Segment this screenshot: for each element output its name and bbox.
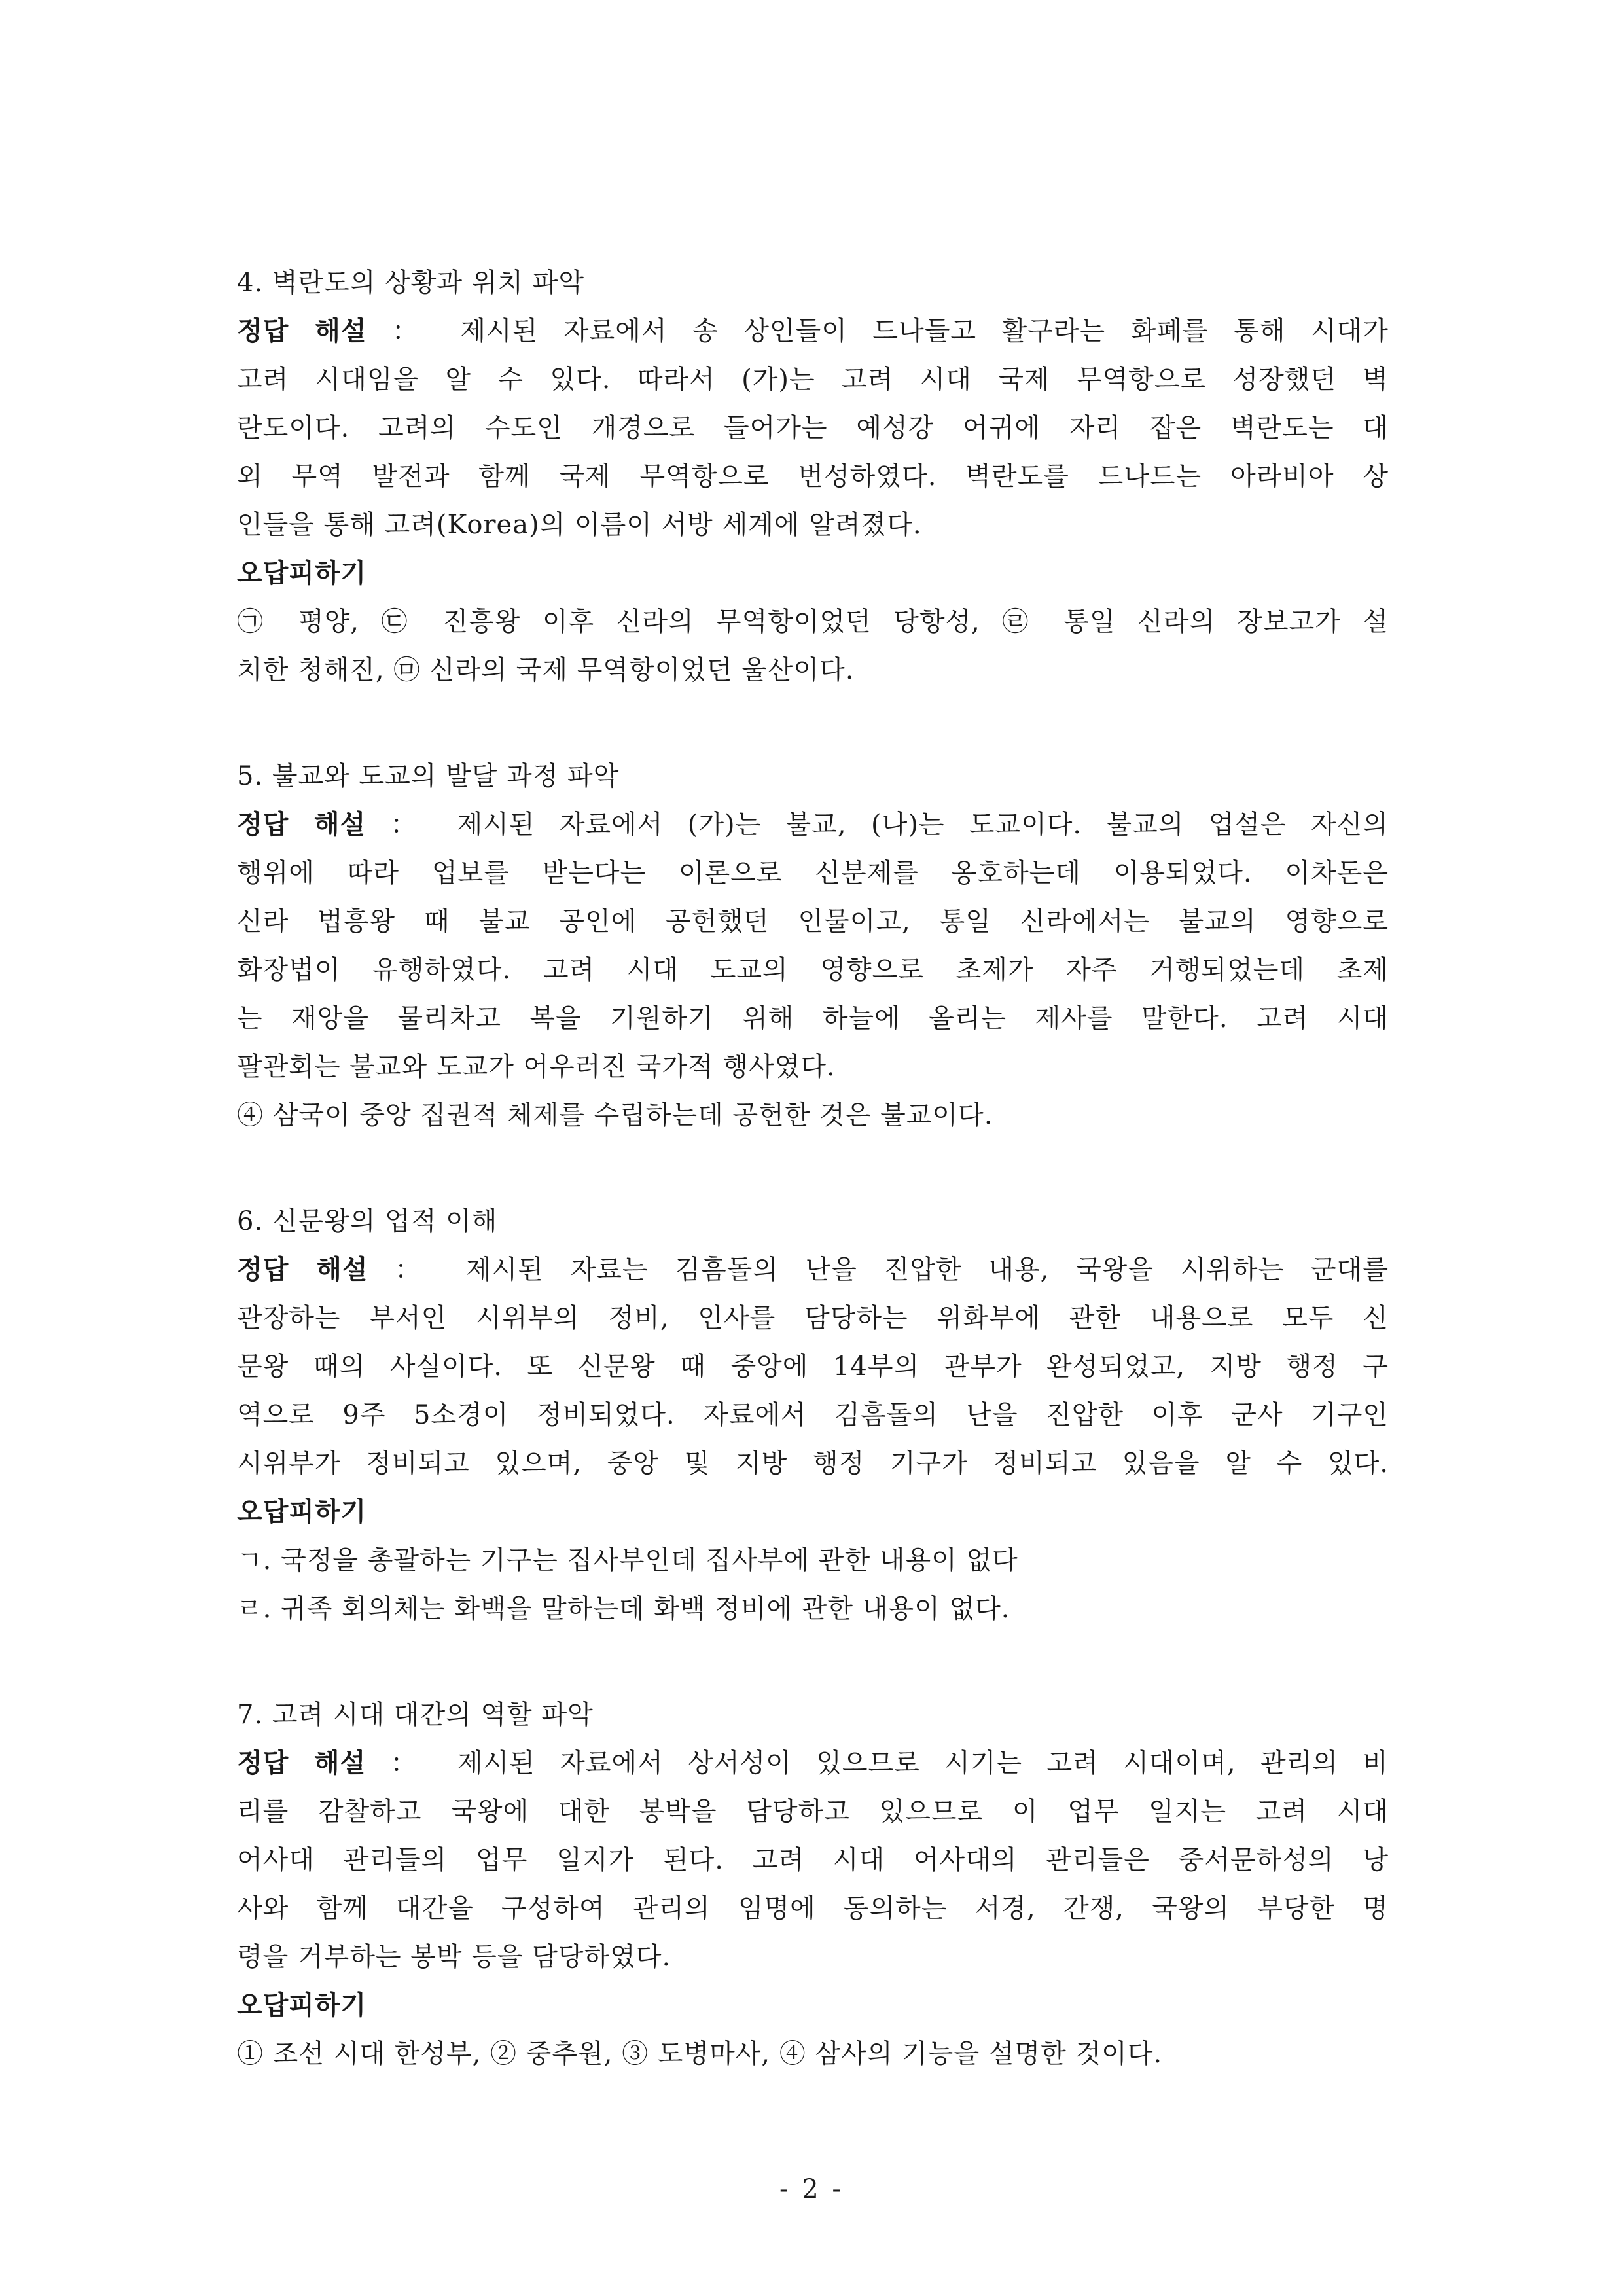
- wrong-answer-heading: 오답피하기: [237, 1990, 367, 2020]
- answer-line: 령을 거부하는 봉박 등을 담당하였다.: [237, 1942, 671, 1972]
- section-4: [237, 259, 1389, 694]
- answer-text: ： 제시된 자료에서 송 상인들이 드나들고 활구라는 화폐를 통해 시대가: [391, 316, 1389, 346]
- answer-line: 란도이다. 고려의 수도인 개경으로 들어가는 예성강 어귀에 자리 잡은 벽란도는 대: [237, 413, 1389, 443]
- answer-line: [237, 1739, 1389, 1787]
- wrong-answer-line: ㄹ. 귀족 회의체는 화백을 말하는데 화백 정비에 관한 내용이 없다.: [237, 1594, 1010, 1624]
- answer-line: 역으로 9주 5소경이 정비되었다. 자료에서 김흠돌의 난을 진압한 이후 군사 기구인: [237, 1400, 1389, 1430]
- answer-line: 신라 법흥왕 때 불교 공인에 공헌했던 인물이고, 통일 신라에서는 불교의 영향으로: [237, 906, 1389, 937]
- answer-text: ： 제시된 자료에서 상서성이 있으므로 시기는 고려 시대이며, 관리의 비: [390, 1748, 1389, 1778]
- answer-text: ： 제시된 자료에서 (가)는 불교, (나)는 도교이다. 불교의 업설은 자신의: [390, 810, 1389, 840]
- wrong-answer-line: 치한 청해진, ㉤ 신라의 국제 무역항이었던 울산이다.: [237, 655, 855, 685]
- answer-line: [237, 307, 1389, 355]
- answer-line: 리를 감찰하고 국왕에 대한 봉박을 담당하고 있으므로 이 업무 일지는 고려 시대: [237, 1797, 1389, 1827]
- answer-line: 행위에 따라 업보를 받는다는 이론으로 신분제를 옹호하는데 이용되었다. 이차돈은: [237, 858, 1389, 888]
- answer-label: 정답 해설: [237, 1748, 366, 1778]
- answer-line: 관장하는 부서인 시위부의 정비, 인사를 담당하는 위화부에 관한 내용으로 모두 신: [237, 1303, 1389, 1333]
- answer-line: 시위부가 정비되고 있으며, 중앙 및 지방 행정 기구가 정비되고 있음을 알 수 있다.: [237, 1448, 1389, 1479]
- answer-label: 정답 해설: [237, 809, 366, 840]
- section-title: 7. 고려 시대 대간의 역할 파악: [237, 1700, 594, 1730]
- wrong-answer-heading: 오답피하기: [237, 1496, 367, 1527]
- answer-line: 사와 함께 대간을 구성하여 관리의 임명에 동의하는 서경, 간쟁, 국왕의 부당한 명: [237, 1893, 1389, 1924]
- answer-line: 외 무역 발전과 함께 국제 무역항으로 번성하였다. 벽란도를 드나드는 아라비아 상: [237, 461, 1389, 492]
- section-7: [237, 1691, 1389, 2078]
- answer-line: 팔관회는 불교와 도교가 어우러진 국가적 행사였다.: [237, 1052, 836, 1082]
- answer-line: 인들을 통해 고려(Korea)의 이름이 서방 세계에 알려졌다.: [237, 510, 922, 540]
- answer-label: 정답 해설: [237, 315, 367, 346]
- page-content: [237, 259, 1389, 2136]
- section-title: 6. 신문왕의 업적 이해: [237, 1206, 498, 1236]
- wrong-answer-line: ㉠ 평양, ㉢ 진흥왕 이후 신라의 무역항이었던 당항성, ㉣ 통일 신라의 장보고가 설: [237, 607, 1389, 637]
- answer-line: ④ 삼국이 중앙 집권적 체제를 수립하는데 공헌한 것은 불교이다.: [237, 1100, 993, 1130]
- section-6: [237, 1197, 1389, 1633]
- section-5: [237, 752, 1389, 1139]
- answer-line: [237, 1246, 1389, 1294]
- answer-line: 고려 시대임을 알 수 있다. 따라서 (가)는 고려 시대 국제 무역항으로 성장했던 벽: [237, 365, 1389, 395]
- answer-line: 어사대 관리들의 업무 일지가 된다. 고려 시대 어사대의 관리들은 중서문하성의 낭: [237, 1845, 1389, 1875]
- wrong-answer-heading: 오답피하기: [237, 558, 367, 588]
- answer-label: 정답 해설: [237, 1254, 368, 1285]
- page-number: - 2 -: [779, 2174, 844, 2204]
- answer-text: ： 제시된 자료는 김흠돌의 난을 진압한 내용, 국왕을 시위하는 군대를: [395, 1255, 1389, 1285]
- section-title: 5. 불교와 도교의 발달 과정 파악: [237, 761, 620, 791]
- wrong-answer-line: ① 조선 시대 한성부, ② 중추원, ③ 도병마사, ④ 삼사의 기능을 설명한 것이다.: [237, 2039, 1163, 2069]
- section-title: 4. 벽란도의 상황과 위치 파악: [237, 268, 585, 298]
- answer-line: 는 재앙을 물리차고 복을 기원하기 위해 하늘에 올리는 제사를 말한다. 고려 시대: [237, 1003, 1389, 1033]
- answer-line: 화장법이 유행하였다. 고려 시대 도교의 영향으로 초제가 자주 거행되었는데 초제: [237, 955, 1389, 985]
- answer-line: [237, 800, 1389, 849]
- answer-line: 문왕 때의 사실이다. 또 신문왕 때 중앙에 14부의 관부가 완성되었고, 지방 행정 구: [237, 1352, 1389, 1382]
- wrong-answer-line: ㄱ. 국정을 총괄하는 기구는 집사부인데 집사부에 관한 내용이 없다: [237, 1545, 1018, 1575]
